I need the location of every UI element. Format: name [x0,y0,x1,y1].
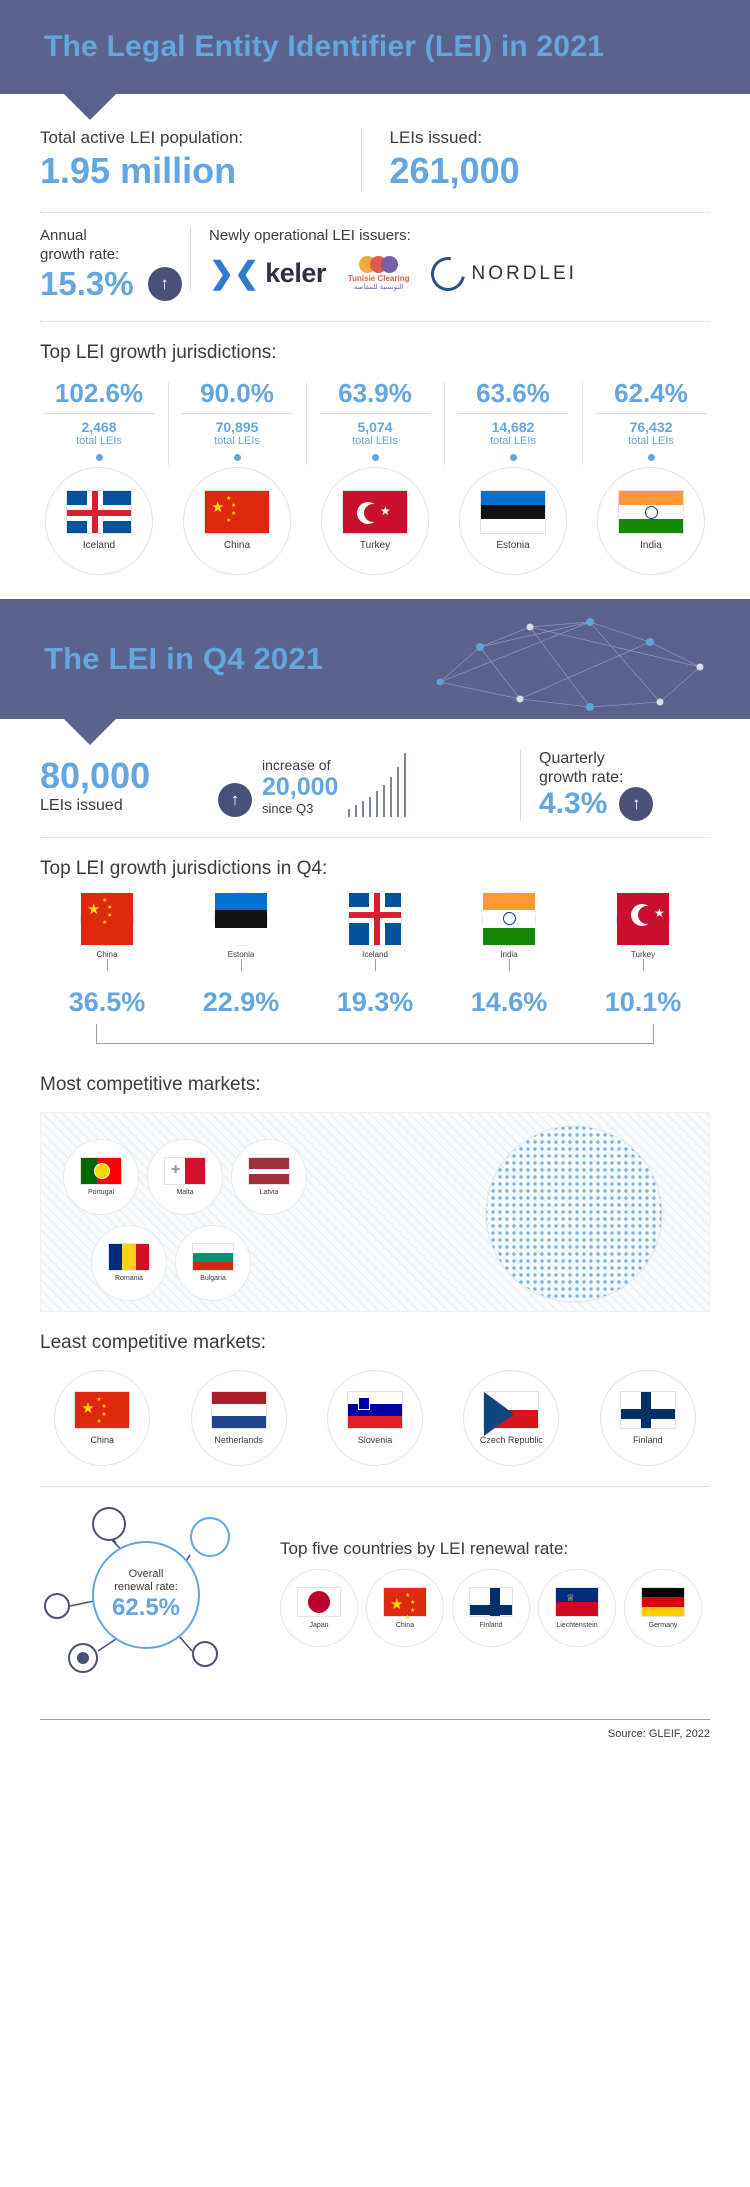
q4-quarterly-growth [520,749,710,821]
q4-notch [64,719,116,745]
q4-pct: 14.6% [470,986,548,1017]
jurisdiction-pct: 102.6% [54,377,144,408]
q4-pct: 10.1% [604,986,682,1017]
node-circle-icon [192,1641,218,1667]
source-text: Source: GLEIF, 2022 [607,1727,710,1740]
least-competitive-list [0,1360,750,1486]
least-competitive-title: Least competitive markets: [40,1331,266,1353]
least-flag-circle [54,1370,150,1466]
finland-flag-icon [620,1391,676,1429]
renewal-section [0,1487,750,1693]
iceland-flag-icon [66,490,132,534]
liechtenstein-flag-icon: ♕ [555,1587,599,1617]
most-competitive-row-2 [91,1225,251,1301]
keler-mark-icon: ❯❮ [209,257,260,291]
stat-total-active-lei [40,128,361,192]
annual-growth-label-line1: Annual [40,227,87,244]
q4-jurisdiction-item [40,892,174,971]
latvia-flag-icon [248,1157,290,1185]
renewal-country: Germany [648,1621,678,1629]
india-flag-icon [618,490,684,534]
least-country: Finland [633,1434,663,1445]
connector-dot [648,454,655,461]
least-item [170,1370,306,1466]
renewal-country-item [624,1569,702,1647]
jurisdiction-flag-circle [183,467,291,575]
renewal-country-item [538,1569,616,1647]
annual-growth-label-line2: growth rate: [40,245,120,263]
jurisdiction-total: 5,074 [357,418,393,435]
least-country: Slovenia [357,1434,393,1445]
connector-dot [96,454,103,461]
renewal-country: China [395,1621,415,1629]
nordlei-logo-text: NORDLEI [471,262,577,284]
most-competitive-title: Most competitive markets: [40,1073,261,1095]
jurisdiction-item [306,378,444,575]
renewal-country-item [452,1569,530,1647]
jurisdiction-country: Estonia [496,540,530,551]
jurisdiction-total-label: total LEIs [76,434,122,447]
q4-country: Turkey [630,949,656,959]
czech-republic-flag-icon [483,1391,539,1429]
q4-increase-value: 20,000 [262,773,339,801]
china-flag-icon: ★ ★ ★ ★ ★ [74,1391,130,1429]
india-flag-icon [482,892,536,946]
top-jurisdictions-list [0,370,750,599]
header-band-q4 [0,599,750,719]
q4-country: China [96,949,118,959]
globe-dot-graphic [449,1119,699,1309]
tunisie-logo-text: Tunisie Clearing [347,274,410,283]
least-flag-circle [463,1370,559,1466]
keler-logo [209,256,326,291]
jurisdiction-total: 2,468 [81,418,117,435]
tunisie-logo-arabic: التونسية للمقاصة [353,283,404,291]
least-item [34,1370,170,1466]
jurisdiction-total-label: total LEIs [628,434,674,447]
stat-value: 261,000 [389,150,520,191]
least-item [443,1370,579,1466]
estonia-flag-icon [480,490,546,534]
q4-pct: 22.9% [202,986,280,1017]
overall-renewal-rate [92,1541,200,1649]
renewal-country-item [280,1569,358,1647]
jurisdiction-pct: 63.6% [476,377,550,408]
q4-jurisdictions-list [0,886,750,1054]
least-item [580,1370,716,1466]
overall-renewal-value: 62.5% [111,1593,181,1621]
up-arrow-icon: ↑ [148,267,182,301]
q4-jurisdiction-item [308,892,442,971]
jurisdiction-item [444,378,582,575]
china-flag-icon: ★ ★ ★ ★ ★ [80,892,134,946]
stat-label: LEIs issued: [389,128,483,147]
overall-renewal-label-2: renewal rate: [114,1580,178,1593]
jurisdiction-flag-circle [321,467,429,575]
growth-bars-chart [348,753,406,817]
jurisdiction-country: Iceland [82,540,116,551]
header-notch [64,94,116,120]
up-arrow-icon: ↑ [619,787,653,821]
slovenia-flag-icon [347,1391,403,1429]
header-band-2021 [0,0,750,94]
china-flag-icon: ★ ★ ★ ★ ★ [383,1587,427,1617]
quarterly-label-line1: Quarterly [539,749,605,767]
quarterly-label-line2: growth rate: [539,768,624,786]
renewal-country: Liechtenstein [556,1621,598,1629]
q4-jurisdictions-title: Top LEI growth jurisdictions in Q4: [40,857,328,879]
jurisdiction-total: 70,895 [215,418,259,435]
q4-jurisdiction-item [576,892,710,971]
market-country: Bulgaria [200,1275,226,1283]
jurisdiction-total-label: total LEIs [352,434,398,447]
market-country: Malta [176,1189,194,1197]
least-flag-circle [191,1370,287,1466]
most-competitive-markets [40,1112,710,1312]
jurisdiction-item [168,378,306,575]
jurisdiction-pct: 90.0% [200,377,274,408]
new-issuers [190,227,710,291]
renewal-title: Top five countries by LEI renewal rate: [280,1538,569,1558]
connector-dot [234,454,241,461]
q4-jurisdiction-item [174,892,308,971]
top-jurisdictions-title: Top LEI growth jurisdictions: [40,341,277,363]
annual-growth-value: 15.3% [40,264,134,302]
jurisdiction-flag-circle [45,467,153,575]
jurisdiction-total-label: total LEIs [490,434,536,447]
jurisdiction-pct: 62.4% [614,377,688,408]
market-country: Latvia [259,1189,279,1197]
annual-growth-rate [40,227,190,303]
jurisdiction-item [582,378,720,575]
stat-leis-issued [361,128,711,192]
market-item [91,1225,167,1301]
renewal-top-countries [280,1539,710,1647]
germany-flag-icon [641,1587,685,1617]
jurisdiction-flag-circle [459,467,567,575]
bracket-graphic [96,1024,654,1044]
up-arrow-icon: ↑ [218,783,252,817]
nordlei-logo [431,257,576,291]
jurisdiction-item [30,378,168,575]
market-item [63,1139,139,1215]
keler-logo-text: keler [265,258,326,289]
q4-leis-issued [40,755,210,815]
market-item [231,1139,307,1215]
stat-value: 1.95 million [40,150,237,191]
netherlands-flag-icon [211,1391,267,1429]
market-country: Romania [114,1275,143,1283]
market-item [147,1139,223,1215]
renewal-country: Japan [309,1621,329,1629]
issuers-label: Newly operational LEI issuers: [209,227,411,244]
renewal-country-item [366,1569,444,1647]
q4-increase-since: since Q3 [262,800,314,816]
japan-flag-icon [297,1587,341,1617]
q4-title: The LEI in Q4 2021 [44,640,324,676]
romania-flag-icon [108,1243,150,1271]
renewal-diagram [40,1503,280,1683]
q4-increase-block [210,753,520,817]
jurisdiction-flag-circle [597,467,705,575]
q4-country: Estonia [227,949,255,959]
portugal-flag-icon [80,1157,122,1185]
q4-pct: 19.3% [336,986,414,1017]
jurisdiction-pct: 63.9% [338,377,412,408]
tunisie-rings-icon [348,256,410,273]
estonia-flag-icon [214,892,268,946]
page-title: The Legal Entity Identifier (LEI) in 2021 [44,30,604,63]
target-node-icon [68,1643,98,1673]
overall-renewal-label-1: Overall [128,1568,164,1581]
most-competitive-row-1 [63,1139,307,1215]
least-item [307,1370,443,1466]
least-country: China [90,1434,114,1445]
q4-issued-value: 80,000 [40,754,151,796]
least-country: Netherlands [214,1434,263,1445]
china-flag-icon: ★ ★ ★ ★ ★ [204,490,270,534]
connector-dot [372,454,379,461]
jurisdiction-total-label: total LEIs [214,434,260,447]
finland-flag-icon [469,1587,513,1617]
jurisdiction-country: China [223,540,251,551]
bulgaria-flag-icon [192,1243,234,1271]
nordlei-swirl-icon [425,250,472,297]
least-flag-circle [600,1370,696,1466]
renewal-country: Finland [479,1621,503,1629]
iceland-flag-icon [348,892,402,946]
node-circle-icon [44,1593,70,1619]
malta-flag-icon: ✚ [164,1157,206,1185]
quarterly-value: 4.3% [539,786,608,820]
market-item [175,1225,251,1301]
growth-and-issuers-row [0,213,750,321]
connector-dot [510,454,517,461]
jurisdiction-country: India [640,540,662,551]
q4-increase-label: increase of [262,756,331,773]
q4-issued-label: LEIs issued [40,796,123,814]
q4-pct: 36.5% [68,986,146,1017]
market-country: Portugal [87,1189,115,1197]
jurisdiction-country: Turkey [359,540,391,551]
q4-country: Iceland [362,949,388,959]
tunisie-clearing-logo [348,256,410,291]
magnifier-icon [92,1507,126,1541]
least-country: Czech Republic [479,1434,543,1445]
stat-label: Total active LEI population: [40,128,244,147]
turkey-flag-icon: ★ [616,892,670,946]
network-graphic [400,607,730,717]
q4-country: India [500,949,518,959]
globe-icon [190,1517,230,1557]
jurisdiction-total: 76,432 [629,418,673,435]
jurisdiction-total: 14,682 [491,418,535,435]
turkey-flag-icon: ★ [342,490,408,534]
least-flag-circle [327,1370,423,1466]
q4-jurisdiction-item [442,892,576,971]
